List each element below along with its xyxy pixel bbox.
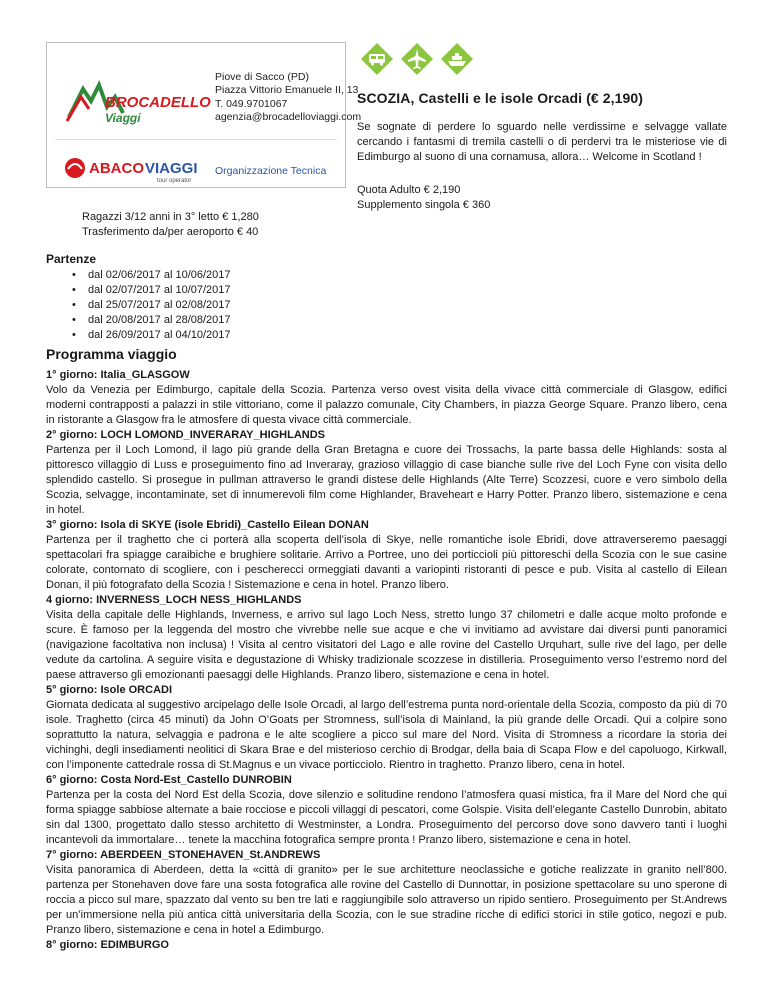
program-day-1: [46, 368, 727, 428]
day-title: 7° giorno: ABERDEEN_STONEHAVEN_St.ANDREWS: [46, 849, 321, 861]
svg-text:Viaggi: Viaggi: [105, 111, 141, 125]
price-block-main: [357, 183, 490, 213]
brocadello-logo: [61, 67, 211, 137]
departure-item: • dal 02/07/2017 al 10/07/2017: [72, 283, 231, 298]
program-body: [46, 368, 727, 953]
bus-icon: [360, 42, 394, 76]
departure-item: • dal 02/06/2017 al 10/06/2017: [72, 268, 231, 283]
program-heading: Programma viaggio: [46, 346, 177, 362]
svg-text:tour operator: tour operator: [157, 178, 192, 184]
contact-city: Piove di Sacco (PD): [215, 71, 309, 83]
day-text: Volo da Venezia per Edimburgo, capitale della Scozia. Partenza verso ovest visita della vivace città commerciale di Glasgow, edifici moderni contrapposti a palazzi in stile vittoriano, come il palazzo comunale, City Chambers, in piazza George Square. Pranzo libero, cena in ristorante a Glasgow fra le atmosfere di questa vivace città commerciale.: [46, 384, 727, 426]
agency-divider: [55, 139, 337, 140]
svg-text:VIAGGI: VIAGGI: [145, 160, 198, 177]
price-kids: Ragazzi 3/12 anni in 3° letto € 1,280: [82, 211, 259, 223]
day-text: Visita panoramica di Aberdeen, detta la «città di granito» per le sue architetture neoclassiche e gotiche realizzate in granito nell’800. partenza per Stonehaven dove fare una sosta fotografica alle rovine del Castello di Dunnottar, in posizione spettacolare su uno sperone di roccia a picco sul mare, spazzato dal vento su ben tre lati e raggiungibile solo attraverso un ripido sentiero. Proseguimento per St.Andrews per un’immersione nella più antica città universitaria della Scozia, con le sue stradine ricche di edifici storici in stile gotico, negozi e pub. Pranzo libero, sistemazione e cena in hotel a Edimburgo.: [46, 864, 727, 936]
agency-header: [47, 43, 362, 139]
organizer-label: Organizzazione Tecnica: [215, 165, 327, 177]
departure-list: [72, 268, 231, 343]
departures-heading: Partenze: [46, 252, 97, 266]
day-text: Giornata dedicata al suggestivo arcipelago delle Isole Orcadi, al largo dell’estrema punta nord-orientale della Scozia, composto da più di 70 isole. Traghetto (circa 45 minuti) da John O’Goats per Stromness, sull’isola di Mainland, la più grande delle Orcadi. Qui a colpire sono soprattutto la natura, selvaggia e padrona e le alte scogliere a picco sul mare del Nord. Visita di Stromness a ricordare la storia dei vichinghi, degli insediamenti neolitici di Skara Brae e del misterioso cerchio di Brodgar, della baia di Scapa Flow e del capoluogo, Kirkwall, con l’imponente cattedrale rossa di St.Magnus e un vivace porticciolo. Rientro in traghetto. Pranzo libero, cena in hotel.: [46, 699, 727, 771]
agency-box: [46, 42, 362, 188]
program-day-3: [46, 518, 727, 593]
departure-item: • dal 20/08/2017 al 28/08/2017: [72, 313, 231, 328]
day-text: Partenza per il traghetto che ci porterà alla scoperta dell’isola di Skye, nelle romantiche isole Ebridi, dove attraverseremo paesaggi spettacolari fra spiagge caraibiche e brughiere solitarie. Arrivo a Portree, uno dei porticcioli più pittoreschi della Scozia con le sue casine colorate, contornato di scogliere, con i pescherecci ormeggiati davanti a variopinti ristoranti di pesce e pub. Visita al castello di Eilean Donan, il più fotografato della Scozia ! Sistemazione e cena in hotel. Pranzo libero.: [46, 534, 727, 591]
svg-text:ABACO: ABACO: [89, 160, 144, 177]
brocadello-wordmark: BROCADELLO: [105, 94, 211, 111]
contact-street: Piazza Vittorio Emanuele II, 13: [215, 84, 359, 97]
trip-title: SCOZIA, Castelli e le isole Orcadi (€ 2,190): [357, 90, 644, 106]
day-text: Partenza per il Loch Lomond, il lago più grande della Gran Bretagna e cuore dei Trossachs, la parte bassa delle Highlands: sosta al pittoresco villaggio di Luss e proseguimento fino ad Inveraray, grazioso villaggio di case bianche sulle rive del Loch Fyne con visita dello splendido castello. Si prosegue in pullman attraverso le grandi distese delle Highlands (Alte Terre) Scozzesi, cuore e vero simbolo della Scozia, selvagge, incontaminate, set di innumerevoli film come Highlander, Braveheart e Harry Potter. Pranzo libero, sistemazione e cena in hotel.: [46, 444, 727, 516]
trip-intro: Se sognate di perdere lo sguardo nelle verdissime e selvagge vallate cercando i fantasmi di tremila castelli o di perdervi tra le misteriose vie di Edimburgo al suono di una cornamusa, allora… Welcome in Scotland !: [357, 121, 727, 163]
contact-email[interactable]: agenzia@brocadelloviaggi.com: [215, 111, 362, 124]
day-title: 1° giorno: Italia_GLASGOW: [46, 369, 190, 381]
contact-phone: T. 049.9701067: [215, 97, 288, 110]
ferry-icon: [440, 42, 474, 76]
day-title: 4 giorno: INVERNESS_LOCH NESS_HIGHLANDS: [46, 594, 302, 606]
price-transfer: Trasferimento da/per aeroporto € 40: [82, 226, 259, 238]
program-day-2: [46, 428, 727, 518]
day-text: Partenza per la costa del Nord Est della Scozia, dove silenzio e solitudine rendono l’atmosfera quasi mistica, fra il Mare del Nord che qui forma spiagge sabbiose alternate a baie rocciose e piccoli villaggi di pescatori, come Golspie. Visita dell’elegante Castello Dunrobin, abitato sin dal 1300, progettato dallo stesso architetto di Westminster, a Londra. Proseguimento del percorso dove sono davvero tanti i luoghi incantevoli da immortalare… tenete la macchina fotografica sempre pronta ! Pranzo libero, sistemazione e cena in hotel.: [46, 789, 727, 846]
day-title: 5° giorno: Isole ORCADI: [46, 684, 173, 696]
program-day-4: [46, 593, 727, 683]
day-title: 6° giorno: Costa Nord-Est_Castello DUNROBIN: [46, 774, 292, 786]
transport-icons: [360, 42, 474, 76]
price-adult: Quota Adulto € 2,190: [357, 184, 461, 196]
price-block-extra: [82, 210, 259, 240]
program-day-6: [46, 773, 727, 848]
program-day-7: [46, 848, 727, 938]
plane-icon: [400, 42, 434, 76]
departure-item: • dal 25/07/2017 al 02/08/2017: [72, 298, 231, 313]
program-day-8: [46, 938, 727, 953]
day-title: 3° giorno: Isola di SKYE (isole Ebridi)_Castello Eilean DONAN: [46, 519, 369, 531]
program-day-5: [46, 683, 727, 773]
day-text: Visita della capitale delle Highlands, Inverness, e arrivo sul lago Loch Ness, stretto lungo 37 chilometri e dalle acque molto profonde e scure. È famoso per la leggenda del mostro che vivrebbe nelle sue acque e che vi invitiamo ad avvistare dai diversi punti panoramici (navigazione facoltativa non inclusa) ! Visita al centro visitatori del Lago e alle rovine del Castello Urquhart, sulle rive del lago, per delle vedute da cartolina. A seguire visita e degustazione di Whisky tradizionale scozzese in distilleria. Proseguimento verso l’estremo nord del paese attraverso gli emozionanti paesaggi delle Highlands. Pranzo libero, sistemazione e cena in hotel.: [46, 609, 727, 681]
day-title: 8° giorno: EDIMBURGO: [46, 939, 169, 951]
price-single-supplement: Supplemento singola € 360: [357, 199, 491, 211]
abacoviaggi-logo: [61, 151, 211, 185]
agency-contact: [215, 71, 361, 125]
day-title: 2° giorno: LOCH LOMOND_INVERARAY_HIGHLANDS: [46, 429, 326, 441]
departure-item: • dal 26/09/2017 al 04/10/2017: [72, 328, 231, 343]
